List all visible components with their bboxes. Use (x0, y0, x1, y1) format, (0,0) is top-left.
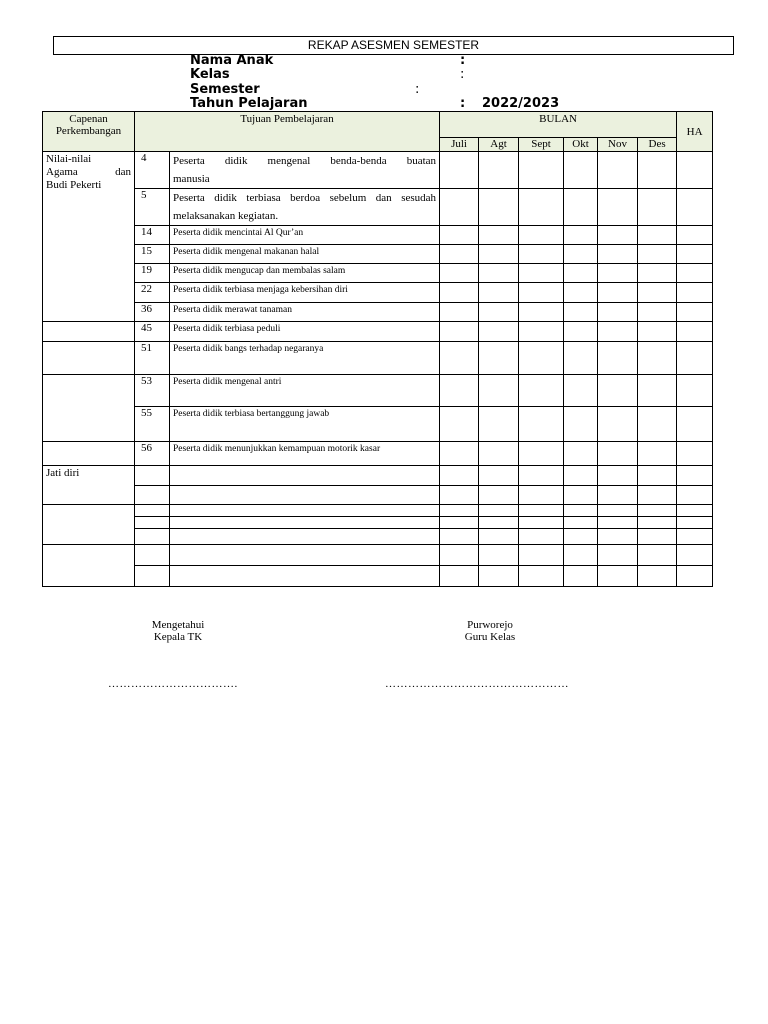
cell-agt[interactable] (479, 407, 519, 442)
cell-des[interactable] (638, 152, 677, 189)
month-agt: Agt (479, 138, 519, 152)
category-cell-empty (43, 322, 135, 342)
cell-ha[interactable] (677, 505, 713, 517)
cell-nov[interactable] (598, 505, 638, 517)
cell-juli[interactable] (440, 283, 479, 303)
colon-semester: : (415, 82, 420, 97)
table-row (43, 407, 713, 442)
document-title: REKAP ASESMEN SEMESTER (53, 36, 734, 55)
row-number: 22 (135, 283, 170, 303)
cell-sept[interactable] (519, 505, 564, 517)
cell-okt[interactable] (564, 283, 598, 303)
cell-number-empty[interactable] (135, 566, 170, 587)
cell-juli[interactable] (440, 322, 479, 342)
row-goal: Peserta didik bangs terhadap negaranya (170, 342, 440, 375)
table-row (43, 189, 713, 226)
cell-okt[interactable] (564, 407, 598, 442)
label-tahun-pelajaran: Tahun Pelajaran (190, 96, 308, 111)
cell-nov[interactable] (598, 342, 638, 375)
row-goal: Peserta didik terbiasa peduli (170, 322, 440, 342)
cell-okt[interactable] (564, 545, 598, 566)
cell-nov[interactable] (598, 226, 638, 245)
row-goal: Peserta didik terbiasa menjaga kebersihan diri (170, 283, 440, 303)
cell-agt[interactable] (479, 529, 519, 545)
cell-nov[interactable] (598, 322, 638, 342)
month-nov: Nov (598, 138, 638, 152)
cell-sept[interactable] (519, 189, 564, 226)
cell-nov[interactable] (598, 566, 638, 587)
cell-ha[interactable] (677, 189, 713, 226)
cell-goal-empty[interactable] (170, 505, 440, 517)
category-cell-empty (43, 545, 135, 587)
cell-juli[interactable] (440, 245, 479, 264)
cell-nov[interactable] (598, 264, 638, 283)
cell-des[interactable] (638, 189, 677, 226)
cell-ha[interactable] (677, 466, 713, 486)
cell-goal-empty[interactable] (170, 517, 440, 529)
cell-juli[interactable] (440, 407, 479, 442)
cell-juli[interactable] (440, 226, 479, 245)
cell-sept[interactable] (519, 303, 564, 322)
table-row (43, 303, 713, 322)
cell-sept[interactable] (519, 342, 564, 375)
cell-des[interactable] (638, 566, 677, 587)
category-nilai-agama: Nilai-nilai Agama dan Budi Pekerti (43, 152, 135, 322)
cell-ha[interactable] (677, 226, 713, 245)
month-des: Des (638, 138, 677, 152)
category-cell-empty (43, 342, 135, 375)
cell-nov[interactable] (598, 486, 638, 505)
cell-ha[interactable] (677, 407, 713, 442)
row-goal: Peserta didik menunjukkan kemampuan motorik kasar (170, 442, 440, 466)
row-number: 5 (135, 189, 170, 226)
cell-agt[interactable] (479, 466, 519, 486)
cell-number-empty[interactable] (135, 529, 170, 545)
cell-sept[interactable] (519, 466, 564, 486)
table-row (43, 264, 713, 283)
cell-sept[interactable] (519, 245, 564, 264)
cell-agt[interactable] (479, 303, 519, 322)
table-row (43, 545, 713, 566)
cell-sept[interactable] (519, 226, 564, 245)
cell-nov[interactable] (598, 283, 638, 303)
table-row (43, 566, 713, 587)
cell-okt[interactable] (564, 245, 598, 264)
row-number: 53 (135, 375, 170, 407)
cell-agt[interactable] (479, 152, 519, 189)
label-nama-anak: Nama Anak (190, 53, 274, 68)
cell-juli[interactable] (440, 442, 479, 466)
cell-juli[interactable] (440, 152, 479, 189)
cell-ha[interactable] (677, 529, 713, 545)
header-capaian: Capenan Perkembangan (43, 112, 135, 152)
cell-nov[interactable] (598, 189, 638, 226)
cell-ha[interactable] (677, 517, 713, 529)
value-tahun-pelajaran: 2022/2023 (482, 96, 560, 111)
cell-ha[interactable] (677, 545, 713, 566)
signature-line-left: ……………………………. (108, 678, 238, 690)
cell-nov[interactable] (598, 517, 638, 529)
cell-juli[interactable] (440, 264, 479, 283)
cell-des[interactable] (638, 375, 677, 407)
colon-tahun-pelajaran: : (460, 96, 466, 111)
cell-okt[interactable] (564, 486, 598, 505)
table-row (43, 245, 713, 264)
month-sept: Sept (519, 138, 564, 152)
cell-sept[interactable] (519, 529, 564, 545)
cell-sept[interactable] (519, 545, 564, 566)
cell-goal-empty[interactable] (170, 545, 440, 566)
table-row (43, 486, 713, 505)
cell-des[interactable] (638, 442, 677, 466)
row-goal: Peserta didik mengenal antri (170, 375, 440, 407)
header-bulan: BULAN (440, 112, 677, 138)
cell-okt[interactable] (564, 189, 598, 226)
cell-ha[interactable] (677, 342, 713, 375)
cell-agt[interactable] (479, 545, 519, 566)
row-goal: Peserta didik mengenal makanan halal (170, 245, 440, 264)
cell-goal-empty[interactable] (170, 486, 440, 505)
cell-number-empty[interactable] (135, 466, 170, 486)
row-number: 55 (135, 407, 170, 442)
cell-des[interactable] (638, 486, 677, 505)
row-number: 15 (135, 245, 170, 264)
cell-agt[interactable] (479, 517, 519, 529)
row-goal: Peserta didik terbiasa bertanggung jawab (170, 407, 440, 442)
cell-juli[interactable] (440, 505, 479, 517)
cell-des[interactable] (638, 517, 677, 529)
cell-agt[interactable] (479, 283, 519, 303)
cell-okt[interactable] (564, 529, 598, 545)
cell-des[interactable] (638, 342, 677, 375)
cell-agt[interactable] (479, 566, 519, 587)
cell-number-empty[interactable] (135, 486, 170, 505)
signature-right: Purworejo Guru Kelas (464, 619, 516, 643)
cell-ha[interactable] (677, 566, 713, 587)
table-row (43, 442, 713, 466)
cell-ha[interactable] (677, 303, 713, 322)
cell-juli[interactable] (440, 342, 479, 375)
row-number: 56 (135, 442, 170, 466)
table-row (43, 517, 713, 529)
cell-des[interactable] (638, 303, 677, 322)
cell-juli[interactable] (440, 545, 479, 566)
category-cell-empty (43, 442, 135, 466)
cell-juli[interactable] (440, 375, 479, 407)
row-number: 14 (135, 226, 170, 245)
cell-agt[interactable] (479, 264, 519, 283)
table-row (43, 342, 713, 375)
category-cell-empty (43, 375, 135, 442)
cell-nov[interactable] (598, 245, 638, 264)
cell-juli[interactable] (440, 466, 479, 486)
cell-ha[interactable] (677, 245, 713, 264)
row-goal: Peserta didik mengenal benda-benda buatan manusia (170, 152, 440, 189)
cell-juli[interactable] (440, 189, 479, 226)
table-row (43, 529, 713, 545)
assessment-table (42, 111, 713, 587)
cell-okt[interactable] (564, 375, 598, 407)
cell-okt[interactable] (564, 322, 598, 342)
cell-agt[interactable] (479, 375, 519, 407)
cell-sept[interactable] (519, 322, 564, 342)
cell-okt[interactable] (564, 152, 598, 189)
table-row (43, 375, 713, 407)
table-row (43, 466, 713, 486)
category-cell-empty (43, 505, 135, 545)
cell-agt[interactable] (479, 342, 519, 375)
month-okt: Okt (564, 138, 598, 152)
row-number: 51 (135, 342, 170, 375)
header-ha: HA (677, 112, 713, 152)
cell-number-empty[interactable] (135, 545, 170, 566)
cell-goal-empty[interactable] (170, 529, 440, 545)
cell-agt[interactable] (479, 189, 519, 226)
cell-des[interactable] (638, 466, 677, 486)
cell-juli[interactable] (440, 303, 479, 322)
cell-goal-empty[interactable] (170, 566, 440, 587)
label-kelas: Kelas (190, 67, 230, 82)
cell-okt[interactable] (564, 517, 598, 529)
label-semester: Semester (190, 82, 260, 97)
row-goal: Peserta didik merawat tanaman (170, 303, 440, 322)
month-juli: Juli (440, 138, 479, 152)
cell-okt[interactable] (564, 342, 598, 375)
cell-agt[interactable] (479, 226, 519, 245)
cell-ha[interactable] (677, 283, 713, 303)
table-row (43, 152, 713, 189)
header-tujuan: Tujuan Pembelajaran (135, 112, 440, 152)
cell-agt[interactable] (479, 245, 519, 264)
cell-sept[interactable] (519, 442, 564, 466)
cell-nov[interactable] (598, 529, 638, 545)
cell-des[interactable] (638, 545, 677, 566)
cell-des[interactable] (638, 505, 677, 517)
cell-sept[interactable] (519, 152, 564, 189)
cell-des[interactable] (638, 264, 677, 283)
cell-nov[interactable] (598, 545, 638, 566)
row-number: 36 (135, 303, 170, 322)
cell-okt[interactable] (564, 264, 598, 283)
cell-number-empty[interactable] (135, 517, 170, 529)
cell-sept[interactable] (519, 375, 564, 407)
cell-nov[interactable] (598, 466, 638, 486)
cell-okt[interactable] (564, 303, 598, 322)
cell-okt[interactable] (564, 466, 598, 486)
row-number: 19 (135, 264, 170, 283)
cell-sept[interactable] (519, 566, 564, 587)
cell-juli[interactable] (440, 517, 479, 529)
cell-juli[interactable] (440, 529, 479, 545)
cell-okt[interactable] (564, 505, 598, 517)
cell-des[interactable] (638, 322, 677, 342)
colon-nama-anak: : (460, 53, 466, 68)
cell-sept[interactable] (519, 407, 564, 442)
cell-des[interactable] (638, 529, 677, 545)
table-row (43, 505, 713, 517)
cell-nov[interactable] (598, 303, 638, 322)
cell-nov[interactable] (598, 442, 638, 466)
cell-ha[interactable] (677, 486, 713, 505)
cell-agt[interactable] (479, 322, 519, 342)
cell-agt[interactable] (479, 486, 519, 505)
signature-line-right: ………………………………………… (385, 678, 569, 690)
cell-des[interactable] (638, 226, 677, 245)
cell-agt[interactable] (479, 442, 519, 466)
cell-juli[interactable] (440, 566, 479, 587)
row-goal: Peserta didik mengucap dan membalas salam (170, 264, 440, 283)
cell-okt[interactable] (564, 442, 598, 466)
table-row (43, 283, 713, 303)
table-row (43, 322, 713, 342)
cell-nov[interactable] (598, 407, 638, 442)
row-number: 45 (135, 322, 170, 342)
cell-des[interactable] (638, 245, 677, 264)
cell-juli[interactable] (440, 486, 479, 505)
cell-okt[interactable] (564, 226, 598, 245)
cell-des[interactable] (638, 407, 677, 442)
cell-sept[interactable] (519, 264, 564, 283)
cell-ha[interactable] (677, 264, 713, 283)
cell-nov[interactable] (598, 152, 638, 189)
row-goal: Peserta didik terbiasa berdoa sebelum dan sesudah melaksanakan kegiatan. (170, 189, 440, 226)
cell-goal-empty[interactable] (170, 466, 440, 486)
row-goal: Peserta didik mencintai Al Qur’an (170, 226, 440, 245)
cell-sept[interactable] (519, 283, 564, 303)
cell-sept[interactable] (519, 517, 564, 529)
table-row (43, 226, 713, 245)
cell-number-empty[interactable] (135, 505, 170, 517)
cell-ha[interactable] (677, 442, 713, 466)
cell-sept[interactable] (519, 486, 564, 505)
colon-kelas: : (460, 67, 465, 82)
cell-okt[interactable] (564, 566, 598, 587)
cell-des[interactable] (638, 283, 677, 303)
category-jati-diri: Jati diri (43, 466, 135, 505)
row-number: 4 (135, 152, 170, 189)
cell-ha[interactable] (677, 152, 713, 189)
cell-nov[interactable] (598, 375, 638, 407)
cell-agt[interactable] (479, 505, 519, 517)
cell-ha[interactable] (677, 322, 713, 342)
cell-ha[interactable] (677, 375, 713, 407)
signature-left: Mengetahui Kepala TK (151, 619, 205, 643)
